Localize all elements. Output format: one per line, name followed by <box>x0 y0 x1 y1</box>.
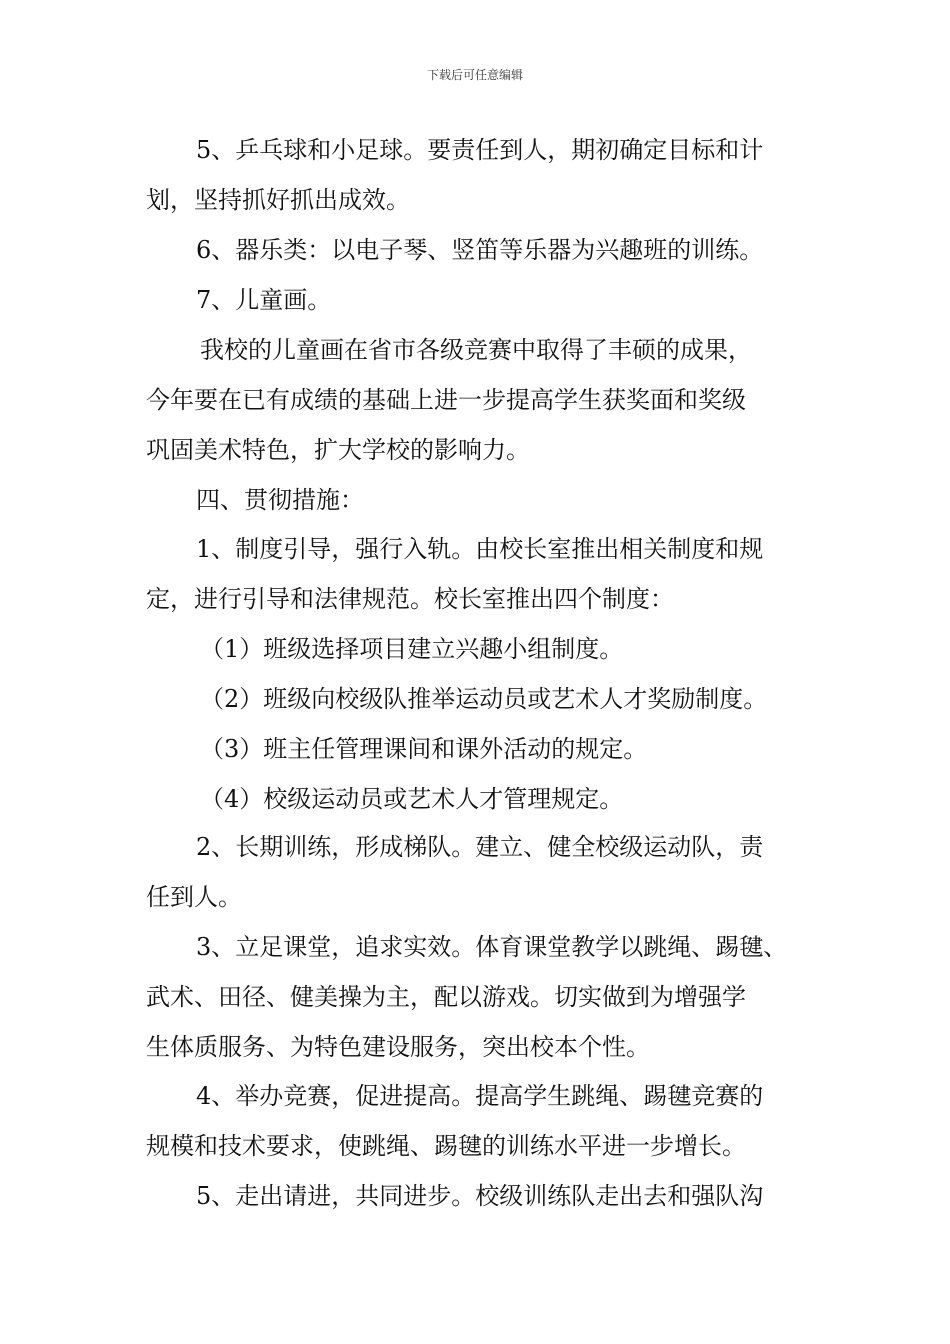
text-line: 定，进行引导和法律规范。校长室推出四个制度： <box>146 585 674 613</box>
text-line: 7、儿童画。 <box>196 286 332 314</box>
list-item: （2）班级向校级队推举运动员或艺术人才奖励制度。 <box>200 685 768 713</box>
page-header: 下载后可任意编辑 <box>426 68 523 82</box>
text-line: 1、制度引导，强行入轨。由校长室推出相关制度和规 <box>196 535 764 563</box>
text-line: 生体质服务、为特色建设服务，突出校本个性。 <box>146 1033 650 1061</box>
text-line: 巩固美术特色，扩大学校的影响力。 <box>146 436 530 464</box>
list-item: （3）班主任管理课间和课外活动的规定。 <box>200 735 648 763</box>
text-line: 武术、田径、健美操为主，配以游戏。切实做到为增强学 <box>146 983 746 1011</box>
text-line: 规模和技术要求，使跳绳、踢毽的训练水平进一步增长。 <box>146 1132 746 1160</box>
text-line: 3、立足课堂，追求实效。体育课堂教学以跳绳、踢毽、 <box>196 933 788 961</box>
text-line: 2、长期训练，形成梯队。建立、健全校级运动队，责 <box>196 833 764 861</box>
list-item: （1）班级选择项目建立兴趣小组制度。 <box>200 635 624 663</box>
list-item: （4）校级运动员或艺术人才管理规定。 <box>200 785 624 813</box>
section-heading: 四、贯彻措施： <box>196 486 364 514</box>
text-line: 5、走出请进，共同进步。校级训练队走出去和强队沟 <box>196 1182 764 1210</box>
text-line: 6、器乐类：以电子琴、竖笛等乐器为兴趣班的训练。 <box>196 236 764 264</box>
text-line: 划，坚持抓好抓出成效。 <box>146 186 410 214</box>
text-line: 5、乒乓球和小足球。要责任到人，期初确定目标和计 <box>196 136 764 164</box>
text-line: 今年要在已有成绩的基础上进一步提高学生获奖面和奖级 <box>146 386 746 414</box>
text-line: 4、举办竞赛，促进提高。提高学生跳绳、踢毽竞赛的 <box>196 1082 764 1110</box>
text-line: 任到人。 <box>146 883 242 911</box>
text-line: 我校的儿童画在省市各级竞赛中取得了丰硕的成果， <box>200 336 752 364</box>
